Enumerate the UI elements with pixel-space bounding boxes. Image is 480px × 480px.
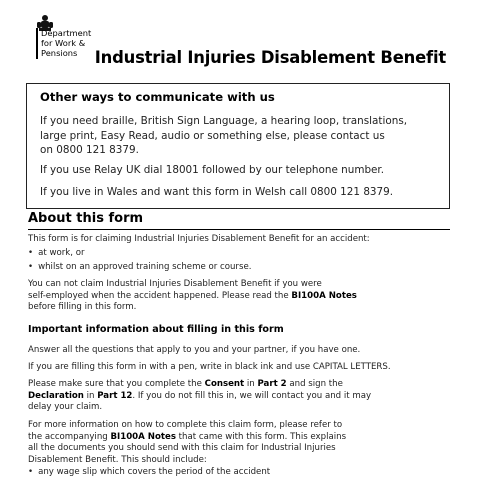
- logo-divider: [36, 28, 38, 59]
- department-line: for Work &: [41, 38, 86, 48]
- section-rule: [28, 229, 450, 230]
- notes-reference: BI100A Notes: [291, 290, 357, 301]
- about-intro: This form is for claiming Industrial Injuries Disablement Benefit for an accident:: [28, 234, 370, 244]
- text-line: large print, Easy Read, audio or something else, please contact us: [40, 129, 385, 142]
- department-name: [41, 28, 91, 58]
- section-heading-about: About this form: [28, 211, 144, 226]
- important-paragraph: Answer all the questions that apply to you and your partner, if you have one.: [28, 345, 361, 355]
- department-line: Pensions: [41, 48, 78, 58]
- welsh-paragraph: If you live in Wales and want this form in Welsh call 0800 121 8379.: [40, 186, 394, 198]
- text-line: before filling in this form.: [28, 302, 137, 313]
- list-item: • at work, or: [28, 248, 85, 260]
- relay-paragraph: If you use Relay UK dial 18001 followed by our telephone number.: [40, 164, 385, 176]
- text-line: self-employed when the accident happened. Please read the: [28, 290, 292, 301]
- document-title: Industrial Injuries Disablement Benefit: [94, 48, 446, 67]
- communication-box: [26, 83, 450, 209]
- text-line: If you need braille, British Sign Language, a hearing loop, translations,: [40, 115, 408, 127]
- text-line: You can not claim Industrial Injuries Disablement Benefit if you were: [28, 279, 322, 289]
- communication-heading: Other ways to communicate with us: [40, 90, 275, 104]
- list-item: • whilst on an approved training scheme or course.: [28, 262, 251, 274]
- consent-paragraph: Please make sure that you complete the Consent in Part 2 and sign the Declaration in Part 12. If you do not fill this in, we will contact you and it may delay your claim.: [28, 379, 372, 413]
- list-item: • any wage slip which covers the period of the accident: [28, 467, 270, 477]
- more-info-paragraph: For more information on how to complete this claim form, please refer to the accompanying BI100A Notes that came with this form. This explains all the documents you should send with this claim for Industrial Injuries Disablement Benefit. This should include: • any wage slip which covers the period of the accident: [28, 420, 346, 479]
- important-paragraph: If you are filling this form in with a pen, write in black ink and use CAPITAL LETTERS.: [28, 362, 391, 372]
- important-heading: Important information about filling in this form: [28, 324, 284, 335]
- communication-paragraph: [40, 114, 407, 158]
- department-line: Department: [41, 28, 92, 38]
- self-employed-notice: [28, 279, 357, 314]
- text-line: on 0800 121 8379.: [40, 144, 139, 156]
